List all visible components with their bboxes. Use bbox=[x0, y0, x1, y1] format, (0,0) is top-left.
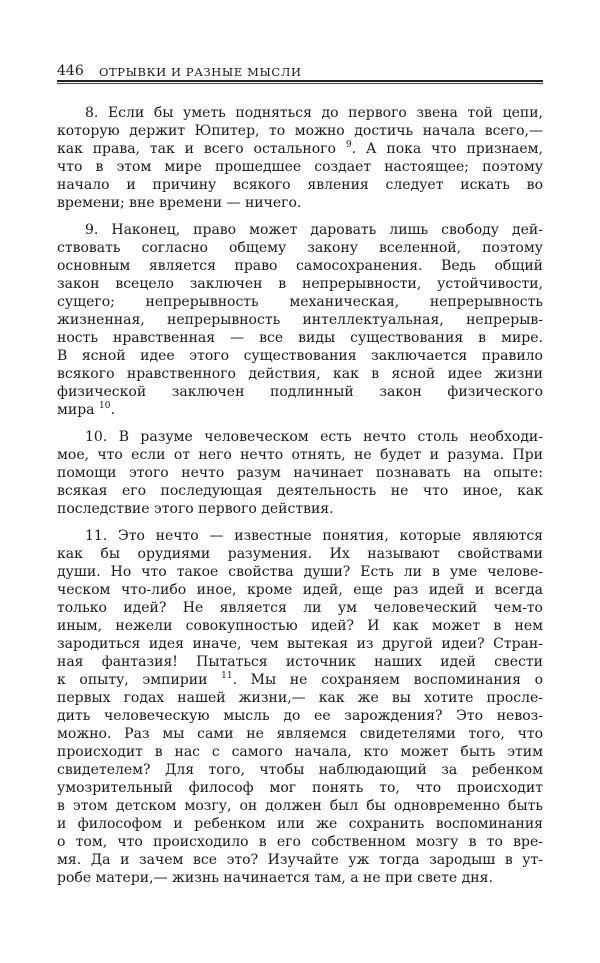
page-number: 446 bbox=[57, 63, 84, 79]
text-line: что в этом мире прошедшее создает настоящее; поэтому bbox=[57, 159, 543, 175]
text-line: дить человеческую мысль до ее зарождения? Это невоз- bbox=[57, 708, 543, 724]
text-segment: к опыту, эмпирии bbox=[57, 672, 222, 688]
paragraph bbox=[57, 221, 543, 419]
text-line: ная фантазия! Пытаться источник наших идей свести bbox=[57, 654, 543, 670]
text-line bbox=[57, 671, 543, 689]
text-line: времени; вне времени — ничего. bbox=[57, 195, 302, 211]
header-rule bbox=[57, 80, 543, 84]
text-line: иным, нежели совокупностью идей? И как может в нем bbox=[57, 618, 543, 634]
footnote-ref: 11 bbox=[221, 671, 233, 681]
text-line: В ясной идее этого существования заключается правило bbox=[57, 348, 543, 364]
text-line: в этом детском мозгу, он должен был бы одновременно быть bbox=[57, 798, 543, 814]
text-line: жизненная, непрерывность интеллектуальная, непрерыв- bbox=[57, 312, 543, 328]
text-line: можно. Раз мы сами не являемся свидетелями того, что bbox=[57, 726, 543, 742]
text-line: 11. Это нечто — известные понятия, которые являются bbox=[85, 528, 543, 544]
text-line: умозрительный философ мог понять то, что происходит bbox=[57, 780, 543, 796]
text-line: 10. В разуме человеческом есть нечто столь необходи- bbox=[85, 429, 543, 445]
text-line: мя. Да и зачем все это? Изучайте уж тогда зародыш в ут- bbox=[57, 852, 543, 868]
text-segment: как права, так и всего остального bbox=[57, 141, 346, 157]
text-line: помощи этого нечто разум начинает познавать на опыте: bbox=[57, 465, 543, 481]
text-line: основным является право самосохранения. Ведь общий bbox=[57, 258, 543, 274]
text-line: начало и причину всякого явления следует искать во bbox=[57, 177, 543, 193]
text-line: робе матери,— жизнь начинается там, а не при свете дня. bbox=[57, 870, 493, 886]
text-line bbox=[57, 140, 543, 158]
page-body bbox=[57, 104, 543, 896]
footnote-ref: 9 bbox=[345, 140, 352, 150]
text-line: как бы орудиями разумения. Их называют свойствами bbox=[57, 546, 543, 562]
text-line: о том, что происходило в его собственном мозгу в то вре- bbox=[57, 834, 543, 850]
text-line: всякая его последующая деятельность не что иное, как bbox=[57, 483, 543, 499]
text-segment: . А пока что признаем, bbox=[351, 141, 544, 157]
text-segment: мира bbox=[57, 402, 99, 418]
text-line: 8. Если бы уметь подняться до первого звена той цепи, bbox=[85, 105, 543, 121]
text-segment: . bbox=[110, 402, 115, 418]
text-line: и философом и ребенком или же сохранить воспоминания bbox=[57, 816, 543, 832]
text-line: ствовать согласно общему закону вселенной, поэтому bbox=[57, 240, 543, 256]
text-line: последствие этого первого действия. bbox=[57, 501, 334, 517]
text-line: мое, что если от него нечто отнять, не будет и разума. При bbox=[57, 447, 543, 463]
text-line: происходит в нас с самого начала, кто может быть этим bbox=[57, 744, 543, 760]
text-line: ность нравственная — все виды существования в мире. bbox=[57, 330, 543, 346]
paragraph bbox=[57, 428, 543, 518]
text-line: только идей? Не является ли ум человеческий чем-то bbox=[57, 600, 543, 616]
text-line: первых годах нашей жизни,— как же вы хотите просле- bbox=[57, 690, 543, 706]
running-title: ОТРЫВКИ И РАЗНЫЕ МЫСЛИ bbox=[99, 65, 302, 79]
paragraph bbox=[57, 104, 543, 212]
text-line: зародиться идея иначе, чем вытекая из другой идеи? Стран- bbox=[57, 636, 543, 652]
text-line: всякого нравственного действия, как в ясной идее жизни bbox=[57, 366, 543, 382]
paragraph bbox=[57, 527, 543, 887]
text-line: 9. Наконец, право может даровать лишь свободу дей- bbox=[85, 222, 543, 238]
text-line: закон всецело заключен в непрерывности, устойчивости, bbox=[57, 276, 543, 292]
text-line: ческом что-либо иное, кроме идей, еще раз идей и всегда bbox=[57, 582, 543, 598]
page-header bbox=[57, 63, 543, 79]
text-line: которую держит Юпитер, то можно достичь начала всего,— bbox=[57, 123, 543, 139]
footnote-ref: 10 bbox=[98, 401, 111, 411]
text-line bbox=[57, 401, 543, 419]
text-line: души. Но что такое свойства души? Есть ли в уме челове- bbox=[57, 564, 543, 580]
text-line: физической заключен подлинный закон физического bbox=[57, 384, 543, 400]
text-line: свидетелем? Для того, чтобы наблюдающий за ребенком bbox=[57, 762, 543, 778]
text-line: сущего; непрерывность механическая, непрерывность bbox=[57, 294, 543, 310]
text-segment: . Мы не сохраняем воспоминания о bbox=[232, 672, 543, 688]
